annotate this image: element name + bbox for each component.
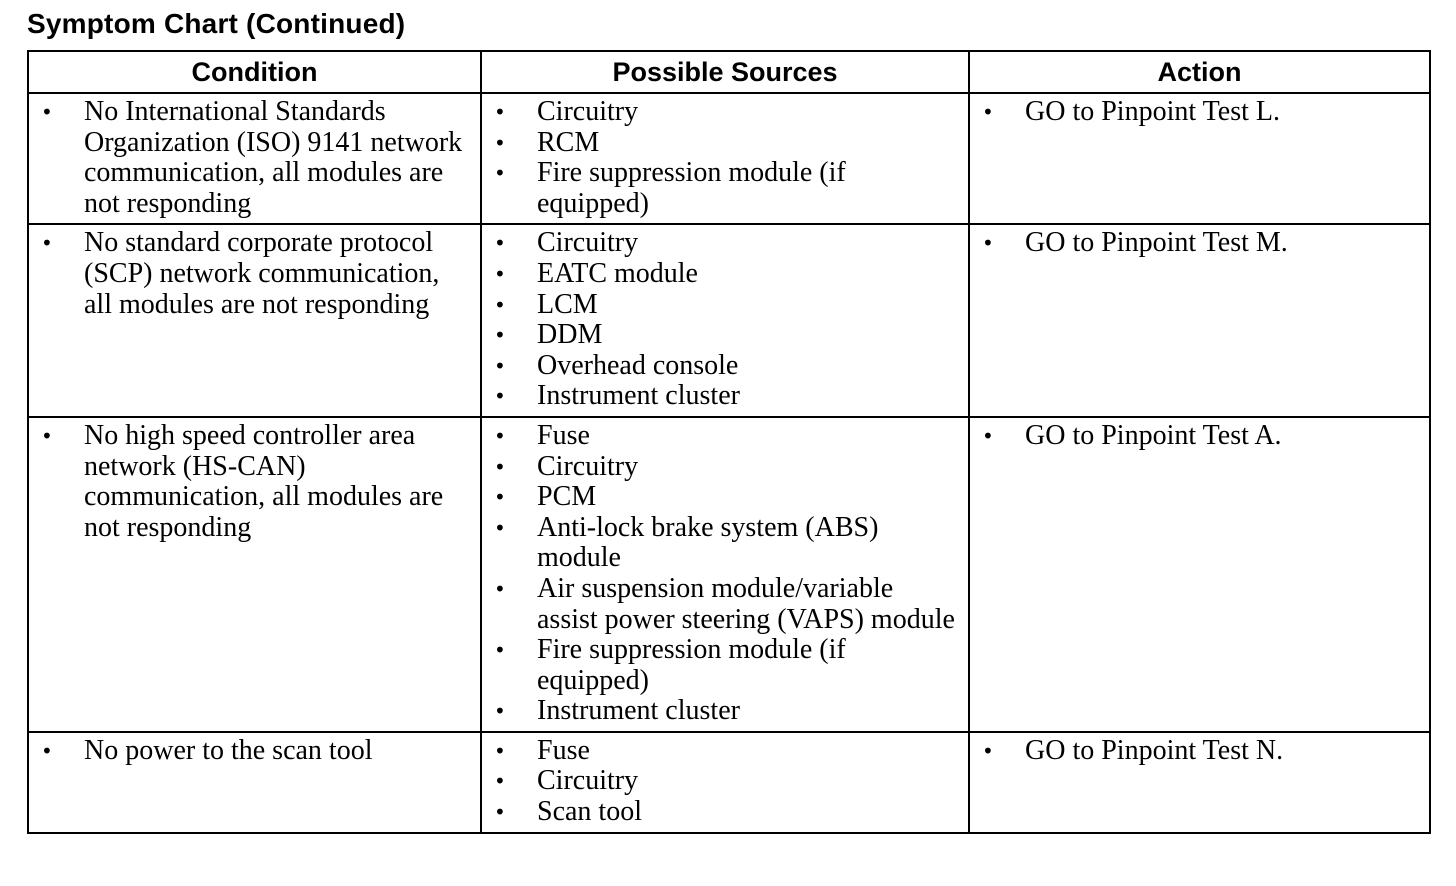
list-item bbox=[482, 736, 960, 767]
symptom-chart-table bbox=[27, 50, 1431, 834]
list-item bbox=[482, 320, 960, 351]
action-text: GO to Pinpoint Test L. bbox=[1025, 96, 1280, 127]
bullet-icon: • bbox=[494, 576, 506, 601]
list-item bbox=[482, 97, 960, 128]
bullet-icon: • bbox=[494, 384, 506, 409]
list-item bbox=[970, 97, 1421, 128]
bullet-icon: • bbox=[41, 231, 53, 256]
action-cell bbox=[969, 417, 1430, 732]
column-header-possible-sources: Possible Sources bbox=[481, 51, 969, 93]
source-text: EATC module bbox=[537, 257, 698, 289]
bullet-icon: • bbox=[494, 638, 506, 663]
source-text: Anti-lock brake system (ABS) module bbox=[537, 511, 879, 574]
list-item bbox=[482, 158, 960, 219]
bullet-icon: • bbox=[982, 423, 994, 448]
bullet-icon: • bbox=[494, 800, 506, 825]
list-item bbox=[482, 452, 960, 483]
condition-text: No International Standards Organization (ISO) 9141 network communication, all modules are not responding bbox=[84, 96, 463, 219]
list-item bbox=[29, 421, 472, 543]
condition-cell bbox=[28, 417, 481, 732]
action-cell bbox=[969, 93, 1430, 224]
bullet-icon: • bbox=[41, 100, 53, 124]
list-item bbox=[482, 513, 960, 574]
bullet-icon: • bbox=[982, 231, 994, 256]
bullet-icon: • bbox=[494, 485, 506, 510]
list-item bbox=[970, 421, 1421, 452]
table-row bbox=[28, 417, 1430, 732]
source-text: Overhead console bbox=[537, 349, 739, 381]
action-text: GO to Pinpoint Test N. bbox=[1025, 734, 1284, 766]
action-text: GO to Pinpoint Test M. bbox=[1025, 227, 1288, 259]
list-item bbox=[29, 228, 472, 320]
table-row bbox=[28, 224, 1430, 417]
source-text: Circuitry bbox=[537, 450, 639, 482]
list-item bbox=[482, 128, 960, 159]
bullet-icon: • bbox=[982, 738, 994, 763]
list-item bbox=[482, 381, 960, 412]
column-header-action: Action bbox=[969, 51, 1430, 93]
list-item bbox=[482, 290, 960, 321]
bullet-icon: • bbox=[494, 100, 506, 124]
source-text: DDM bbox=[537, 319, 603, 351]
action-cell bbox=[969, 224, 1430, 417]
list-item bbox=[482, 259, 960, 290]
sources-cell bbox=[481, 224, 969, 417]
source-text: Fire suppression module (if equipped) bbox=[537, 634, 846, 696]
source-text: Air suspension module/variable assist power steering (VAPS) module bbox=[537, 572, 955, 635]
bullet-icon: • bbox=[494, 323, 506, 348]
condition-text: No high speed controller area network (HS-CAN) communication, all modules are not responding bbox=[84, 419, 444, 543]
action-text: GO to Pinpoint Test A. bbox=[1025, 419, 1282, 451]
bullet-icon: • bbox=[494, 423, 506, 448]
bullet-icon: • bbox=[494, 738, 506, 763]
source-text: Circuitry bbox=[537, 765, 639, 797]
list-item bbox=[482, 228, 960, 259]
bullet-icon: • bbox=[494, 130, 506, 155]
action-cell bbox=[969, 732, 1430, 833]
bullet-icon: • bbox=[494, 515, 506, 540]
source-text: Circuitry bbox=[537, 227, 639, 259]
list-item bbox=[482, 574, 960, 635]
bullet-icon: • bbox=[494, 454, 506, 479]
bullet-icon: • bbox=[494, 292, 506, 317]
list-item bbox=[29, 736, 472, 767]
source-text: Scan tool bbox=[537, 796, 642, 828]
list-item bbox=[482, 797, 960, 828]
bullet-icon: • bbox=[494, 699, 506, 724]
bullet-icon: • bbox=[982, 100, 994, 124]
source-text: RCM bbox=[537, 126, 600, 158]
list-item bbox=[482, 766, 960, 797]
bullet-icon: • bbox=[494, 261, 506, 286]
list-item bbox=[482, 351, 960, 382]
sources-cell bbox=[481, 417, 969, 732]
column-header-condition: Condition bbox=[28, 51, 481, 93]
bullet-icon: • bbox=[494, 231, 506, 256]
source-text: Fire suppression module (if equipped) bbox=[537, 157, 846, 219]
bullet-icon: • bbox=[494, 769, 506, 794]
page-title: Symptom Chart (Continued) bbox=[27, 8, 406, 39]
source-text: Instrument cluster bbox=[537, 380, 740, 412]
header-row bbox=[28, 51, 1430, 93]
source-text: LCM bbox=[537, 288, 598, 320]
list-item bbox=[482, 482, 960, 513]
condition-text: No power to the scan tool bbox=[84, 734, 373, 766]
list-item bbox=[482, 696, 960, 727]
sources-cell bbox=[481, 93, 969, 224]
bullet-icon: • bbox=[494, 353, 506, 378]
list-item bbox=[970, 228, 1421, 259]
source-text: PCM bbox=[537, 481, 597, 513]
list-item bbox=[970, 736, 1421, 767]
condition-cell bbox=[28, 732, 481, 833]
source-text: Fuse bbox=[537, 419, 590, 451]
bullet-icon: • bbox=[41, 738, 53, 763]
source-text: Instrument cluster bbox=[537, 695, 740, 727]
source-text: Circuitry bbox=[537, 96, 639, 127]
list-item bbox=[29, 97, 472, 219]
source-text: Fuse bbox=[537, 734, 590, 766]
sources-cell bbox=[481, 732, 969, 833]
list-item bbox=[482, 421, 960, 452]
list-item bbox=[482, 635, 960, 696]
table-row bbox=[28, 93, 1430, 224]
condition-text: No standard corporate protocol (SCP) network communication, all modules are not responding bbox=[84, 227, 440, 320]
condition-cell bbox=[28, 224, 481, 417]
bullet-icon: • bbox=[494, 161, 506, 186]
table-row bbox=[28, 732, 1430, 833]
bullet-icon: • bbox=[41, 423, 53, 448]
condition-cell bbox=[28, 93, 481, 224]
